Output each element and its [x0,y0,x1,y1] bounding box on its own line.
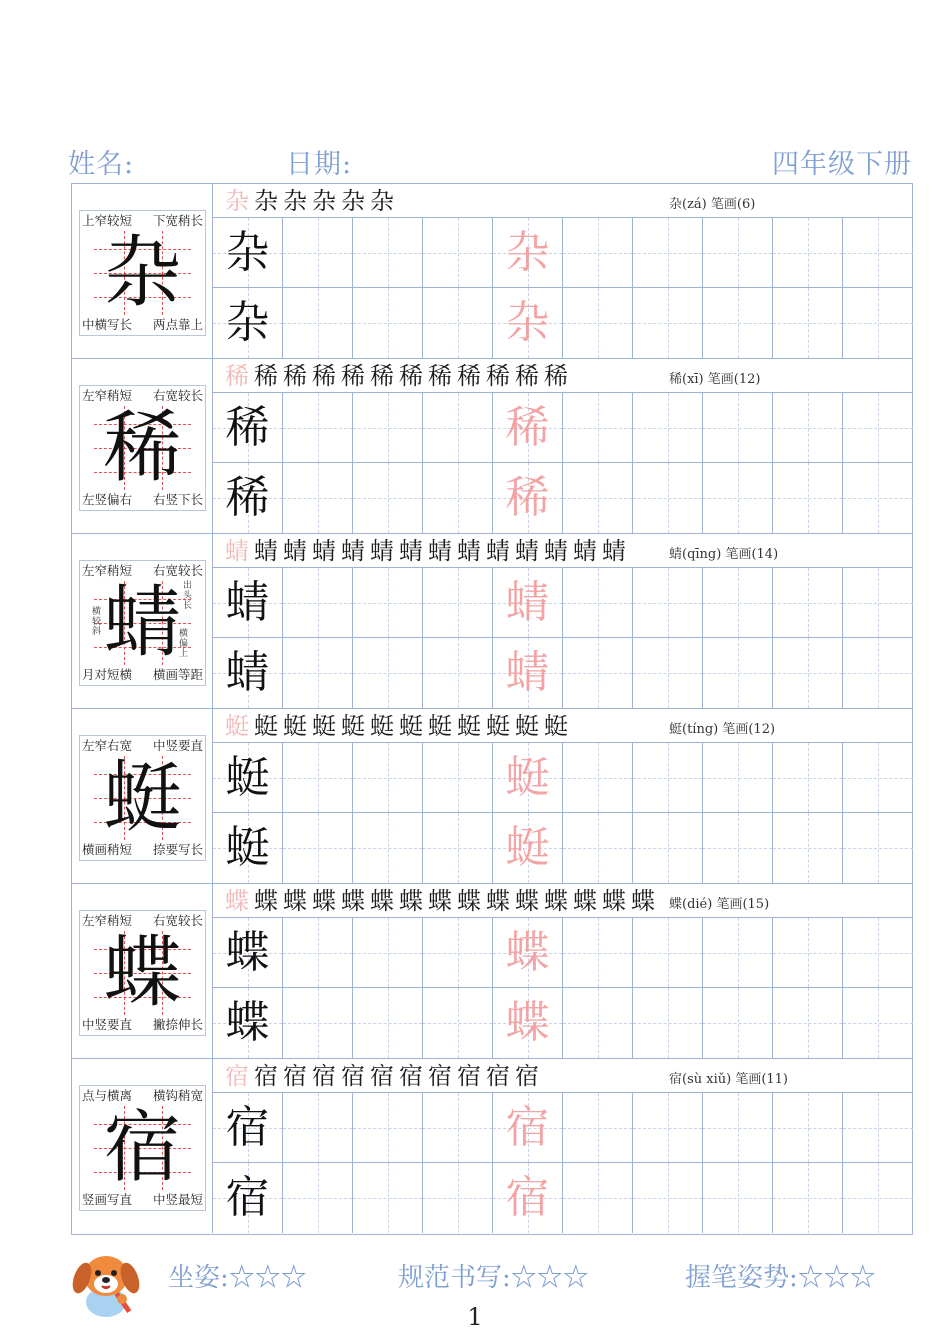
stroke-step: 蝶 [544,887,568,915]
stroke-step: 蝶 [312,887,336,915]
char-pinyin-strokes: 蜻(qīng) 笔画(14) [669,547,779,562]
writing-rating: 规范书写:☆☆☆ [398,1263,589,1293]
stroke-step: 蜓 [428,712,452,740]
practice-cell[interactable] [563,288,633,358]
practice-cell[interactable] [423,988,493,1058]
practice-cell[interactable] [633,743,703,813]
practice-cell[interactable] [703,638,773,708]
practice-cell[interactable] [563,463,633,533]
practice-cell[interactable] [353,568,423,638]
practice-cell[interactable] [353,988,423,1058]
practice-cell[interactable] [773,1163,843,1233]
sample-char: 蜻 [225,647,270,698]
practice-cell[interactable] [493,218,563,288]
trace-char: 宿 [505,1102,550,1153]
grip-rating: 握笔姿势:☆☆☆ [685,1263,876,1293]
writing-tip: 撇捺伸长 [152,1017,203,1032]
sample-char: 稀 [225,472,270,523]
practice-cell[interactable] [283,1093,353,1163]
side-note: 出头长 [183,581,193,611]
writing-tip: 右宽较长 [152,913,203,928]
practice-cell[interactable] [353,638,423,708]
practice-cell[interactable] [283,988,353,1058]
writing-tip: 中竖要直 [152,738,203,753]
practice-cell[interactable] [213,1093,283,1163]
practice-cell[interactable] [353,918,423,988]
practice-cell[interactable] [843,1093,913,1163]
practice-cell[interactable] [563,218,633,288]
practice-cell[interactable] [283,743,353,813]
stroke-step: 稀 [428,362,452,390]
practice-cell[interactable] [353,1163,423,1233]
practice-grid [213,743,912,883]
side-note: 横较斜 [92,607,102,637]
model-char: 蜻 [103,578,182,668]
stroke-order-row [213,884,912,918]
writing-tip: 右宽较长 [152,563,203,578]
grade-label: 四年级下册 [772,149,912,180]
stroke-step: 杂 [312,187,336,215]
char-tip-card [79,735,206,861]
stroke-step: 蜻 [486,537,510,565]
trace-char: 蝶 [505,927,550,978]
practice-cell[interactable] [633,463,703,533]
practice-cell[interactable] [213,288,283,358]
writing-tip: 左竖偏右 [82,492,133,507]
stroke-step: 蜻 [573,537,597,565]
trace-char: 稀 [505,402,550,453]
stroke-order-row [213,359,912,393]
practice-cell[interactable] [283,218,353,288]
stroke-step: 稀 [515,362,539,390]
stroke-order-row [213,1059,912,1093]
stroke-step: 蝶 [428,887,452,915]
practice-cell[interactable] [283,393,353,463]
sample-char: 蜻 [225,577,270,628]
practice-cell[interactable] [703,463,773,533]
practice-cell[interactable] [353,743,423,813]
stroke-step: 宿 [225,1062,249,1090]
stroke-step: 蜓 [515,712,539,740]
writing-tip: 下宽稍长 [152,213,203,228]
writing-tip: 中横写长 [82,317,133,332]
practice-cell[interactable] [423,638,493,708]
practice-cell[interactable] [423,568,493,638]
stroke-step: 蝶 [341,887,365,915]
practice-cell[interactable] [563,1093,633,1163]
practice-cell[interactable] [773,918,843,988]
practice-cell[interactable] [283,1163,353,1233]
practice-cell[interactable] [843,218,913,288]
trace-char: 蝶 [505,997,550,1048]
practice-cell[interactable] [353,1093,423,1163]
practice-cell[interactable] [843,638,913,708]
model-char: 稀 [103,403,182,493]
practice-cell[interactable] [843,813,913,883]
trace-char: 蜓 [505,822,550,873]
practice-cell[interactable] [843,918,913,988]
stroke-step: 稀 [486,362,510,390]
stroke-step: 蜓 [225,712,249,740]
practice-cell[interactable] [283,463,353,533]
stroke-step: 杂 [283,187,307,215]
practice-cell[interactable] [703,568,773,638]
stroke-step: 蜻 [283,537,307,565]
practice-cell[interactable] [563,393,633,463]
stroke-step: 蜻 [457,537,481,565]
writing-tip: 上窄较短 [82,213,133,228]
practice-cell[interactable] [493,463,563,533]
practice-cell[interactable] [703,918,773,988]
char-pinyin-strokes: 稀(xī) 笔画(12) [669,372,761,387]
stroke-step: 蜓 [486,712,510,740]
stroke-step: 宿 [428,1062,452,1090]
writing-tip: 中竖要直 [82,1017,133,1032]
writing-tip: 右竖下长 [152,492,203,507]
practice-cell[interactable] [633,638,703,708]
writing-tip: 左窄右宽 [82,738,133,753]
stroke-step: 蜻 [399,537,423,565]
practice-cell[interactable] [493,918,563,988]
char-block [72,709,912,884]
char-block [72,1059,912,1234]
practice-cell[interactable] [633,813,703,883]
sample-char: 蝶 [225,997,270,1048]
practice-cell[interactable] [423,743,493,813]
char-block [72,534,912,709]
stroke-step: 宿 [457,1062,481,1090]
stroke-step: 蜻 [312,537,336,565]
practice-cell[interactable] [843,288,913,358]
practice-cell[interactable] [633,918,703,988]
char-tip-column [72,1059,213,1233]
stroke-step: 稀 [457,362,481,390]
practice-cell[interactable] [703,988,773,1058]
stroke-step: 宿 [254,1062,278,1090]
stroke-step: 宿 [370,1062,394,1090]
stroke-step: 稀 [312,362,336,390]
trace-char: 杂 [505,297,550,348]
practice-cell[interactable] [773,288,843,358]
sample-char: 稀 [225,402,270,453]
char-tip-column [72,534,213,708]
practice-cell[interactable] [423,463,493,533]
practice-cell[interactable] [283,918,353,988]
char-tip-column [72,359,213,533]
practice-cell[interactable] [703,1093,773,1163]
practice-cell[interactable] [423,1163,493,1233]
practice-cell[interactable] [843,463,913,533]
trace-char: 蜻 [505,647,550,698]
practice-cell[interactable] [773,638,843,708]
practice-cell[interactable] [563,743,633,813]
char-pinyin-strokes: 蝶(dié) 笔画(15) [669,897,770,912]
char-tip-card [79,910,206,1036]
char-block [72,884,912,1059]
practice-cell[interactable] [633,393,703,463]
char-tip-card [79,385,206,511]
stroke-step: 杂 [225,187,249,215]
stroke-step: 蝶 [486,887,510,915]
practice-cell[interactable] [353,288,423,358]
practice-cell[interactable] [633,1093,703,1163]
char-tip-column [72,709,213,883]
practice-cell[interactable] [213,813,283,883]
writing-tip: 横画稍短 [82,842,133,857]
practice-grid [213,918,912,1058]
char-block [72,359,912,534]
practice-cell[interactable] [213,393,283,463]
practice-cell[interactable] [353,393,423,463]
stroke-step: 稀 [283,362,307,390]
stroke-step: 蜓 [370,712,394,740]
stroke-step: 稀 [254,362,278,390]
trace-char: 蜓 [505,752,550,803]
practice-cell[interactable] [633,288,703,358]
practice-cell[interactable] [633,568,703,638]
char-tip-card [79,1085,206,1211]
practice-cell[interactable] [773,988,843,1058]
practice-cell[interactable] [353,813,423,883]
practice-grid [213,1093,912,1233]
stroke-step: 蜓 [457,712,481,740]
stroke-step: 宿 [515,1062,539,1090]
practice-cell[interactable] [563,1163,633,1233]
stroke-step: 宿 [312,1062,336,1090]
stroke-step: 蜻 [428,537,452,565]
practice-cell[interactable] [353,463,423,533]
char-tip-column [72,884,213,1058]
practice-cell[interactable] [773,568,843,638]
posture-rating: 坐姿:☆☆☆ [168,1263,307,1293]
practice-cell[interactable] [493,988,563,1058]
practice-cell[interactable] [213,568,283,638]
stroke-step: 蜓 [254,712,278,740]
practice-cell[interactable] [703,393,773,463]
practice-cell[interactable] [493,1093,563,1163]
practice-cell[interactable] [843,743,913,813]
practice-cell[interactable] [843,568,913,638]
practice-cell[interactable] [283,813,353,883]
stroke-step: 杂 [370,187,394,215]
practice-grid [213,218,912,358]
stroke-step: 宿 [283,1062,307,1090]
stroke-step: 宿 [341,1062,365,1090]
practice-cell[interactable] [773,463,843,533]
stroke-order-row [213,184,912,218]
practice-cell[interactable] [423,1093,493,1163]
practice-cell[interactable] [703,743,773,813]
stroke-step: 稀 [544,362,568,390]
stroke-step: 蝶 [399,887,423,915]
practice-cell[interactable] [773,218,843,288]
practice-cell[interactable] [423,218,493,288]
stroke-order-row [213,709,912,743]
sample-char: 杂 [225,227,270,278]
practice-cell[interactable] [703,218,773,288]
practice-cell[interactable] [493,393,563,463]
writing-tip: 竖画写直 [82,1192,133,1207]
model-char: 杂 [103,228,182,318]
practice-cell[interactable] [213,918,283,988]
stroke-step: 稀 [399,362,423,390]
practice-cell[interactable] [423,393,493,463]
stroke-step: 蜓 [283,712,307,740]
side-note: 横偏上 [179,629,189,659]
date-label: 日期: [286,149,353,180]
writing-tip: 左窄稍短 [82,388,133,403]
model-char: 蝶 [103,928,182,1018]
stroke-step: 蜻 [515,537,539,565]
stroke-step: 蝶 [254,887,278,915]
trace-char: 宿 [505,1172,550,1223]
stroke-step: 蜓 [341,712,365,740]
practice-sheet [71,183,913,1235]
char-tip-column [72,184,213,358]
writing-tip: 左窄稍短 [82,563,133,578]
trace-char: 杂 [505,227,550,278]
stroke-step: 稀 [341,362,365,390]
sample-char: 蝶 [225,927,270,978]
stroke-step: 蝶 [573,887,597,915]
char-tip-card [79,210,206,336]
stroke-step: 蜓 [399,712,423,740]
stroke-step: 蜻 [544,537,568,565]
model-char: 宿 [103,1103,182,1193]
writing-tip: 中竖最短 [152,1192,203,1207]
practice-cell[interactable] [213,638,283,708]
stroke-step: 蜻 [225,537,249,565]
stroke-step: 蝶 [631,887,655,915]
practice-cell[interactable] [563,638,633,708]
stroke-step: 杂 [341,187,365,215]
stroke-step: 蝶 [457,887,481,915]
stroke-step: 稀 [225,362,249,390]
sample-char: 杂 [225,297,270,348]
practice-cell[interactable] [423,918,493,988]
stroke-step: 蝶 [225,887,249,915]
practice-cell[interactable] [493,813,563,883]
practice-cell[interactable] [423,288,493,358]
stroke-step: 蜻 [254,537,278,565]
stroke-step: 蝶 [602,887,626,915]
practice-cell[interactable] [493,288,563,358]
writing-tip: 左窄稍短 [82,913,133,928]
stroke-step: 稀 [370,362,394,390]
writing-tip: 横钩稍宽 [152,1088,203,1103]
practice-cell[interactable] [773,743,843,813]
trace-char: 蜻 [505,577,550,628]
practice-grid [213,568,912,708]
sample-char: 蜓 [225,752,270,803]
stroke-step: 蜻 [370,537,394,565]
sample-char: 蜓 [225,822,270,873]
model-char: 蜓 [103,753,182,843]
practice-cell[interactable] [773,813,843,883]
practice-cell[interactable] [423,813,493,883]
trace-char: 稀 [505,472,550,523]
practice-cell[interactable] [213,743,283,813]
practice-cell[interactable] [843,393,913,463]
writing-tip: 右宽较长 [152,388,203,403]
practice-cell[interactable] [563,813,633,883]
stroke-step: 杂 [254,187,278,215]
practice-cell[interactable] [563,988,633,1058]
practice-cell[interactable] [283,568,353,638]
stroke-step: 蜓 [312,712,336,740]
stroke-step: 蝶 [283,887,307,915]
stroke-step: 宿 [486,1062,510,1090]
practice-cell[interactable] [633,988,703,1058]
practice-cell[interactable] [563,918,633,988]
practice-cell[interactable] [843,1163,913,1233]
practice-cell[interactable] [563,568,633,638]
stroke-step: 蝶 [370,887,394,915]
sample-char: 宿 [225,1172,270,1223]
practice-cell[interactable] [703,813,773,883]
practice-cell[interactable] [493,743,563,813]
practice-cell[interactable] [213,463,283,533]
page-number: 1 [467,1303,483,1331]
name-label: 姓名: [68,149,135,180]
practice-cell[interactable] [773,1093,843,1163]
writing-tip: 月对短横 [82,667,133,682]
char-pinyin-strokes: 宿(sù xiǔ) 笔画(11) [669,1072,788,1087]
practice-cell[interactable] [703,1163,773,1233]
practice-cell[interactable] [773,393,843,463]
stroke-step: 蜓 [544,712,568,740]
writing-tip: 横画等距 [152,667,203,682]
stroke-step: 宿 [399,1062,423,1090]
stroke-step: 蜻 [602,537,626,565]
writing-tip: 点与横离 [82,1088,133,1103]
writing-tip: 两点靠上 [152,317,203,332]
practice-cell[interactable] [283,288,353,358]
practice-cell[interactable] [213,218,283,288]
practice-cell[interactable] [843,988,913,1058]
practice-cell[interactable] [213,988,283,1058]
char-block [72,184,912,359]
practice-cell[interactable] [633,218,703,288]
char-tip-card [79,560,206,686]
sample-char: 宿 [225,1102,270,1153]
practice-cell[interactable] [493,638,563,708]
stroke-step: 蜻 [341,537,365,565]
stroke-order-row [213,534,912,568]
char-pinyin-strokes: 蜓(tíng) 笔画(12) [669,722,776,737]
practice-grid [213,393,912,533]
practice-cell[interactable] [283,638,353,708]
practice-cell[interactable] [703,288,773,358]
practice-cell[interactable] [493,568,563,638]
writing-tip: 捺要写长 [152,842,203,857]
practice-cell[interactable] [633,1163,703,1233]
practice-cell[interactable] [213,1163,283,1233]
char-pinyin-strokes: 杂(zá) 笔画(6) [669,197,756,212]
stroke-step: 蝶 [515,887,539,915]
practice-cell[interactable] [353,218,423,288]
practice-cell[interactable] [493,1163,563,1233]
